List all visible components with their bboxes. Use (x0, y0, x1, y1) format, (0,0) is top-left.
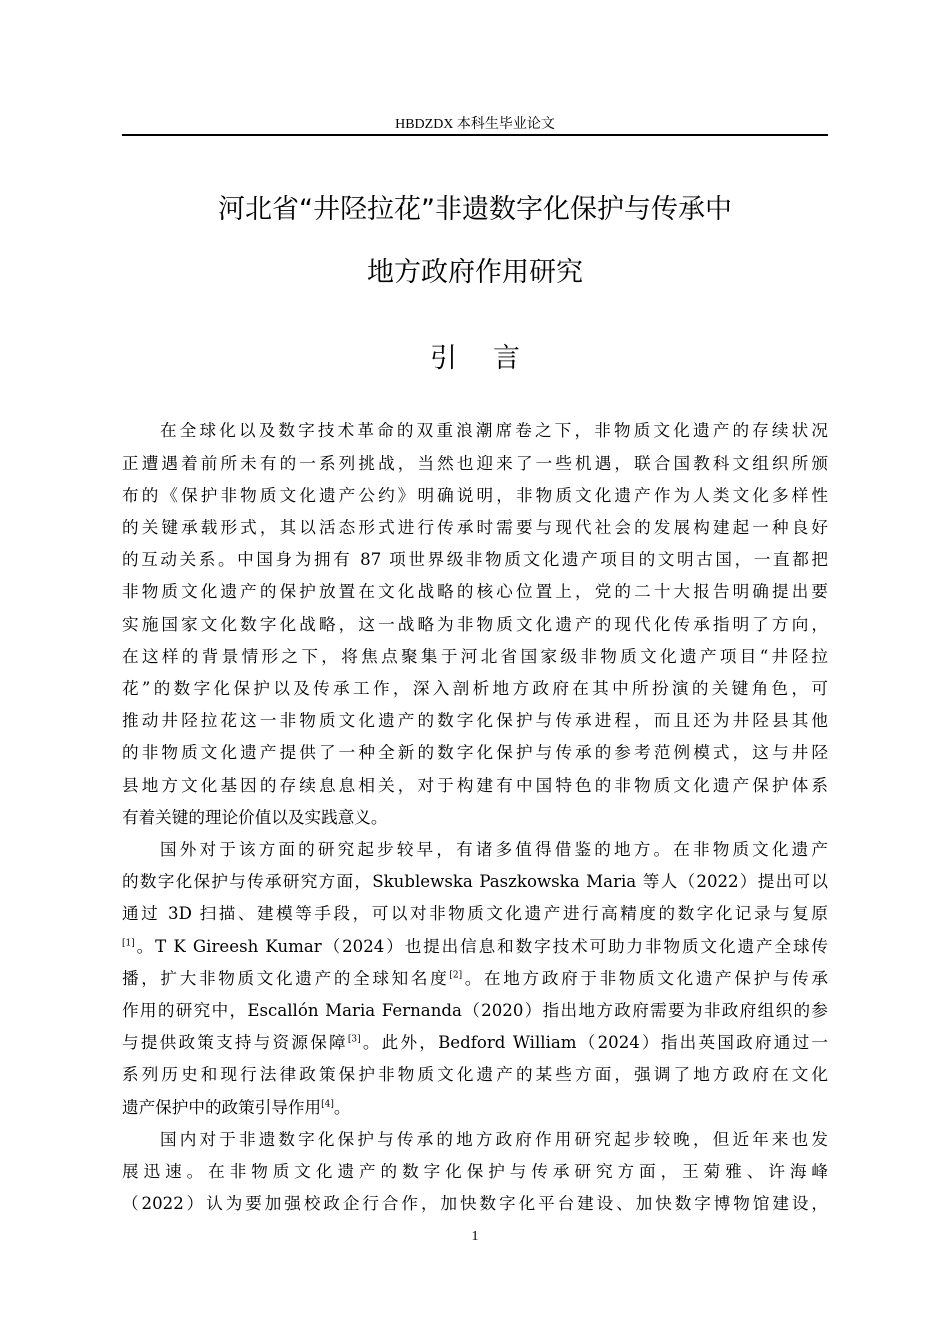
paragraph-1-line: 的非物质文化遗产提供了一种全新的数字化保护与传承的参考范例模式，这与井陉 (122, 743, 828, 762)
line-text: 。此外，Bedford William（2024）指出英国政府通过一 (360, 1033, 829, 1052)
paragraph-2-line (122, 967, 828, 991)
line-text: 播，扩大非物质文化遗产的全球知名度 (122, 969, 450, 988)
citation-ref-3: [3] (347, 1034, 361, 1045)
line-text: 。T K Gireesh Kumar（2024）也提出信息和数字技术可助力非物质文化遗产全球传 (134, 937, 828, 956)
paragraph-2-line: 的数字化保护与传承研究方面，Skublewska Paszkowska Maria 等人（2022）提出可以 (122, 872, 828, 891)
citation-ref-2: [2] (449, 970, 463, 981)
paragraph-1-line: 非物质文化遗产的保护放置在文化战略的核心位置上，党的二十大报告明确提出要 (122, 582, 828, 601)
line-text: 遗产保护中的政策引导作用 (122, 1098, 322, 1117)
paragraph-2-line (122, 935, 828, 959)
line-text: 。 (333, 1098, 351, 1117)
running-header: HBDZDX 本科生毕业论文 (395, 117, 555, 132)
paragraph-3-line: 展迅速。在非物质文化遗产的数字化保护与传承研究方面，王菊雅、许海峰 (122, 1162, 828, 1181)
paragraph-3-line: （2022）认为要加强校政企行合作，加快数字化平台建设、加快数字博物馆建设， (122, 1194, 828, 1213)
paragraph-1-line: 在这样的背景情形之下，将焦点聚集于河北省国家级非物质文化遗产项目“井陉拉 (122, 647, 828, 666)
paragraph-2-line: 系列历史和现行法律政策保护非物质文化遗产的某些方面，强调了地方政府在文化 (122, 1065, 828, 1084)
paragraph-1-line: 的互动关系。中国身为拥有 87 项世界级非物质文化遗产项目的文明古国，一直都把 (122, 550, 828, 569)
paragraph-1-line: 推动井陉拉花这一非物质文化遗产的数字化保护与传承进程，而且还为井陉县其他 (122, 711, 828, 730)
paragraph-1-line: 花”的数字化保护以及传承工作，深入剖析地方政府在其中所扮演的关键角色，可 (122, 679, 828, 698)
paragraph-2-line: 国外对于该方面的研究起步较早，有诸多值得借鉴的地方。在非物质文化遗产 (160, 840, 828, 859)
paragraph-1-line: 正遭遇着前所未有的一系列挑战，当然也迎来了一些机遇，联合国教科文组织所颁 (122, 454, 828, 473)
paragraph-3-line: 国内对于非遗数字化保护与传承的地方政府作用研究起步较晚，但近年来也发 (160, 1130, 828, 1149)
paragraph-2-line: 作用的研究中，Escallón Maria Fernanda（2020）指出地方政府需要为非政府组织的参 (122, 1001, 828, 1020)
citation-ref-4: [4] (321, 1099, 334, 1110)
paragraph-1-line: 县地方文化基因的存续息息相关，对于构建有中国特色的非物质文化遗产保护体系 (122, 776, 828, 795)
paragraph-1-line: 布的《保护非物质文化遗产公约》明确说明，非物质文化遗产作为人类文化多样性 (122, 486, 828, 505)
line-text: 与提供政策支持与资源保障 (122, 1033, 348, 1052)
page-number: 1 (471, 1229, 479, 1244)
paragraph-2-line (122, 1031, 828, 1055)
line-text: 。在地方政府于非物质文化遗产保护与传承 (462, 969, 829, 988)
paragraph-2-line: 通过 3D 扫描、建模等手段，可以对非物质文化遗产进行高精度的数字化记录与复原 (122, 904, 828, 923)
paragraph-1-line: 有着关键的理论价值以及实践意义。 (122, 808, 388, 827)
header-rule (122, 134, 828, 136)
section-heading-introduction: 引言 (430, 343, 556, 374)
paper-title-line-1: 河北省“井陉拉花”非遗数字化保护与传承中 (218, 194, 732, 225)
paragraph-1-line: 实施国家文化数字化战略，这一战略为非物质文化遗产的现代化传承指明了方向， (122, 615, 828, 634)
paragraph-1-line: 的关键承载形式，其以活态形式进行传承时需要与现代社会的发展构建起一种良好 (122, 518, 828, 537)
paragraph-1-line: 在全球化以及数字技术革命的双重浪潮席卷之下，非物质文化遗产的存续状况 (160, 421, 828, 440)
citation-ref-1: [1] (122, 938, 135, 949)
paragraph-2-line (122, 1096, 828, 1120)
paper-title-line-2: 地方政府作用研究 (367, 257, 583, 288)
